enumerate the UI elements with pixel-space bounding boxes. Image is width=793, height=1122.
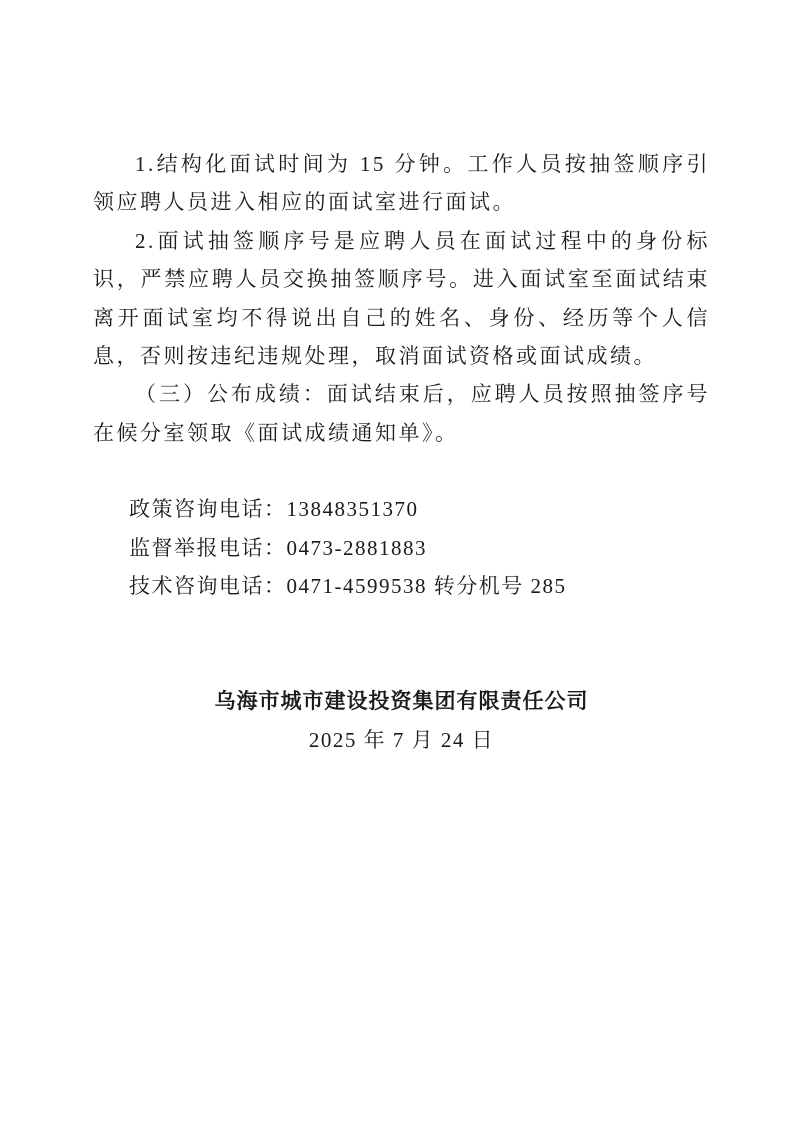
signature-date: 2025 年 7 月 24 日 bbox=[308, 727, 495, 752]
paragraph-score-announcement: （三）公布成绩：面试结束后，应聘人员按照抽签序号在候分室领取《面试成绩通知单》。 bbox=[93, 382, 710, 445]
contact-phone-list bbox=[93, 490, 710, 605]
contact-technical-phone: 技术咨询电话：0471-4599538 转分机号 285 bbox=[129, 574, 567, 599]
paragraph-lottery-number-rules: 2.面试抽签顺序号是应聘人员在面试过程中的身份标识，严禁应聘人员交换抽签顺序号。进入面试室至面试结束离开面试室均不得说出自己的姓名、身份、经历等个人信息，否则按违纪违规处理，取消面试资格或面试成绩。 bbox=[93, 228, 710, 369]
signature-company: 乌海市城市建设投资集团有限责任公司 bbox=[214, 689, 589, 714]
contact-supervision-phone: 监督举报电话：0473-2881883 bbox=[129, 535, 427, 560]
document-content bbox=[93, 145, 710, 759]
contact-policy-phone: 政策咨询电话：13848351370 bbox=[129, 497, 419, 522]
paragraph-structured-interview-time: 1.结构化面试时间为 15 分钟。工作人员按抽签顺序引领应聘人员进入相应的面试室进行面试。 bbox=[93, 152, 710, 215]
signature-block bbox=[93, 682, 710, 759]
